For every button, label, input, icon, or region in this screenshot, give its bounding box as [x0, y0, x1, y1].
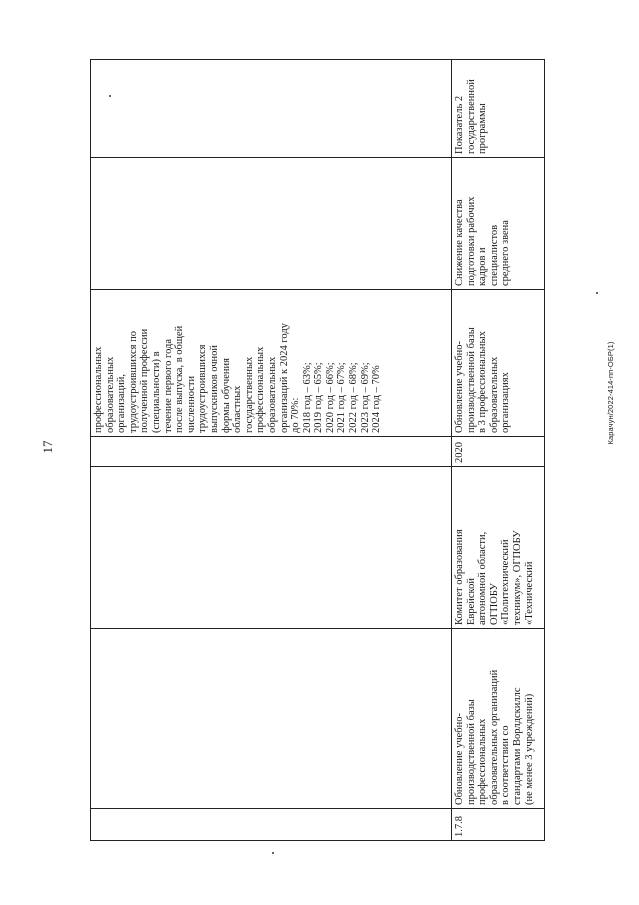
indicator-line: 2021 год – 67%; [336, 362, 348, 433]
consequence-line: подготовки рабочих [465, 196, 477, 286]
year: 2020 [454, 442, 465, 463]
result-line: образовательных [488, 356, 500, 433]
consequence-line: Снижение качества [454, 199, 465, 286]
indicator-line: формы обучения [220, 358, 232, 433]
item-name-line: образовательных организаций [488, 669, 500, 805]
cell-year [452, 437, 545, 467]
indicator-line: трудоустроившихся [197, 344, 209, 433]
cell-indicator [91, 290, 452, 437]
indicator-line: 2018 год – 63%; [301, 362, 313, 433]
program-table [90, 59, 545, 841]
item-name-line: Обновление учебно- [454, 713, 465, 805]
item-name-line: производственной базы [465, 699, 477, 805]
table-landscape [90, 60, 544, 841]
consequence-line: кадров и [477, 247, 489, 286]
table-row [91, 60, 452, 841]
item-number: 1.7.8 [454, 816, 465, 837]
indicator-line: образовательных [266, 356, 278, 433]
indicator-line: профессиональных [255, 346, 267, 433]
item-name-line: (не менее 3 учреждений) [523, 693, 535, 805]
scan-dot [596, 292, 598, 294]
cell-consequence-empty [91, 158, 452, 290]
executor-line: «Политехнический [500, 539, 512, 625]
executor-line: техникум», ОГПОБУ [511, 530, 523, 625]
executor-line: «Технический [523, 561, 535, 625]
cell-result [452, 290, 545, 437]
item-name-line: в соответствии со [500, 725, 512, 805]
cell-item-number [452, 809, 545, 841]
scan-dot [272, 852, 274, 854]
indicator-line: полученной профессии [139, 328, 151, 433]
cell-item-name [452, 629, 545, 809]
indicator-line: организаций, [116, 374, 128, 433]
result-line: организациях [500, 372, 512, 433]
table-rotator [90, 60, 544, 841]
indicator-line: организаций к 2024 году [278, 323, 290, 433]
executor-line: ОГПОБУ [488, 583, 500, 625]
cell-number-empty [91, 809, 452, 841]
link-line: Показатель 2 [454, 95, 465, 154]
cell-name-empty [91, 629, 452, 809]
executor-line: Еврейской [465, 578, 477, 625]
indicator-line: после выпуска, в общей [174, 325, 186, 433]
cell-consequence [452, 158, 545, 290]
result-line: производственной базы [465, 327, 477, 433]
cell-executor [452, 467, 545, 629]
indicator-line: государственных [243, 356, 255, 433]
page-number: 17 [40, 440, 55, 454]
indicator-line: образовательных [104, 356, 116, 433]
executor-line: автономной области, [477, 531, 489, 625]
indicator-line: 2019 год – 65%; [313, 362, 325, 433]
table-row [452, 60, 545, 841]
item-name-line: профессиональных [477, 718, 489, 805]
result-line: Обновление учебно- [454, 341, 465, 433]
indicator-line: 2024 год – 70% [371, 365, 383, 433]
indicator-line: 2020 год – 66%; [324, 362, 336, 433]
result-line: в 3 профессиональных [477, 331, 489, 433]
indicator-line: трудоустроившихся по [127, 331, 139, 433]
indicator-line: областных [232, 385, 244, 433]
cell-link [452, 60, 545, 158]
indicator-line: течение первого года [162, 338, 174, 433]
indicator-line: численности [185, 375, 197, 433]
document-code: Карачун/2022-414-пп-ОБР(1) [606, 341, 615, 445]
cell-year-empty [91, 437, 452, 467]
link-line: программы [477, 103, 489, 154]
indicator-line: до 70%: [290, 397, 302, 433]
cell-link-empty [91, 60, 452, 158]
indicator-line: 2023 год – 69%; [359, 362, 371, 433]
consequence-line: среднего звена [500, 220, 512, 286]
indicator-line: профессиональных [93, 346, 104, 433]
consequence-line: специалистов [488, 224, 500, 286]
executor-line: Комитет образования [454, 529, 465, 625]
cell-executor-empty [91, 467, 452, 629]
indicator-line: (специальности) в [150, 351, 162, 433]
indicator-line: 2022 год – 68%; [348, 362, 360, 433]
link-line: государственной [465, 79, 477, 154]
item-name-line: стандартами Ворлдскиллс [511, 687, 523, 805]
indicator-line: выпускников очной [208, 344, 220, 433]
